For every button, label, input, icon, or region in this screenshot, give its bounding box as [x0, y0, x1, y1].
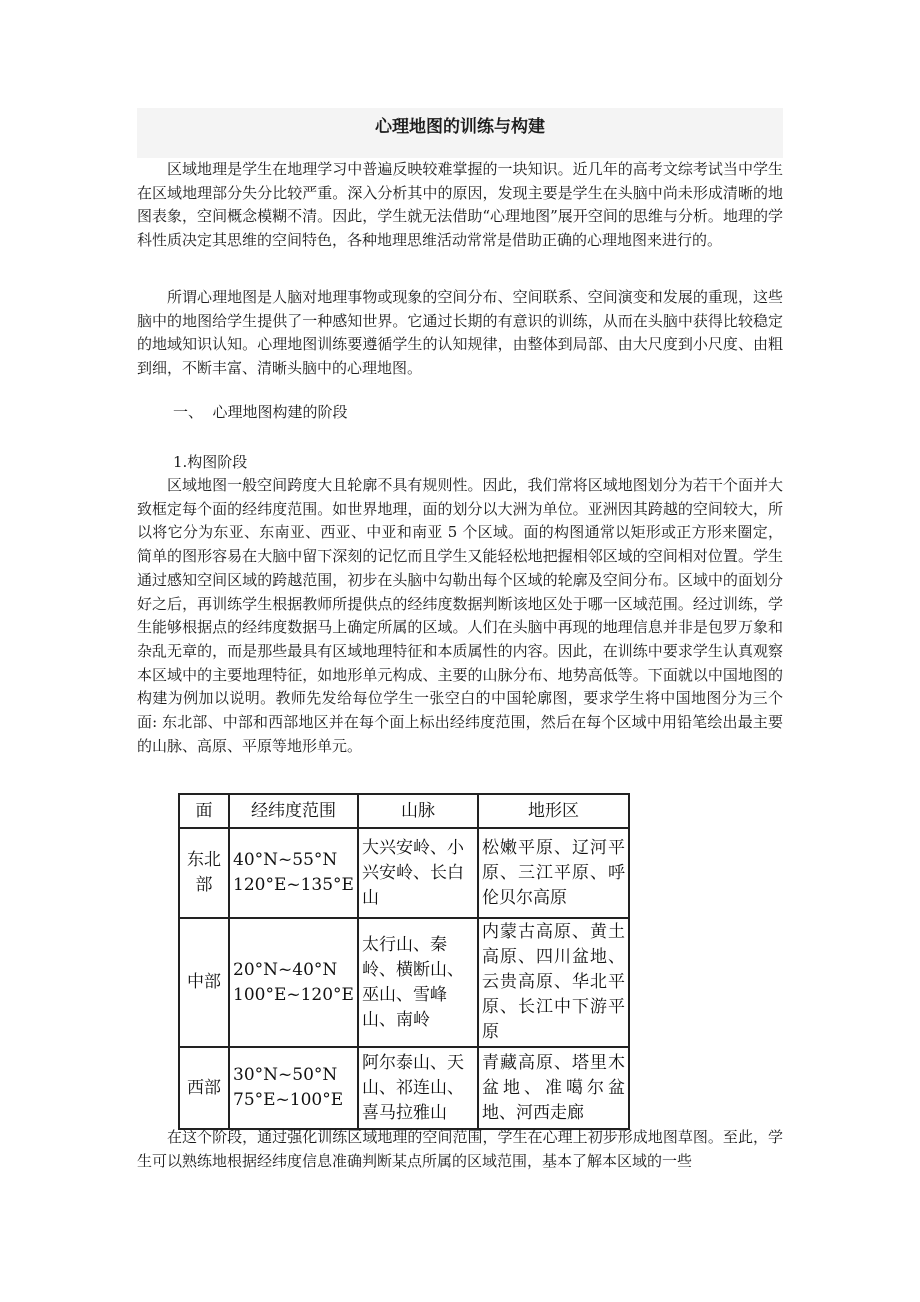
- paragraph-text: 在这个阶段，通过强化训练区域地理的空间范围，学生在心理上初步形成地图草图。至此，学生可以熟练地根据经纬度信息准确判断某点所属的区域范围，基本了解本区域的一些: [137, 1128, 783, 1170]
- header-terrain: 地形区: [478, 794, 629, 828]
- mountains-cell: 大兴安岭、小兴安岭、长白山: [358, 828, 478, 918]
- stage-paragraph: [137, 474, 783, 758]
- section-heading: 一、 心理地图构建的阶段: [173, 403, 348, 421]
- mountains-cell: 阿尔泰山、天山、祁连山、喜马拉雅山: [358, 1047, 478, 1129]
- table-row: [179, 828, 629, 918]
- paragraph-text: 区域地理是学生在地理学习中普遍反映较难掌握的一块知识。近几年的高考文综考试当中学生在区域地理部分失分比较严重。深入分析其中的原因，发现主要是学生在头脑中尚未形成清晰的地图表象，空间概念模糊不清。因此，学生就无法借助“心理地图”展开空间的思维与分析。地理的学科性质决定其思维的空间特色，各种地理思维活动常常是借助正确的心理地图来进行的。: [137, 160, 783, 250]
- terrain-cell: 青藏高原、塔里木盆地、准噶尔盆地、河西走廊: [478, 1047, 629, 1129]
- longitude-range: 100°E~120°E: [233, 984, 354, 1005]
- face-cell: 中部: [179, 918, 229, 1047]
- table-row: [179, 918, 629, 1047]
- subsection-heading: 1.构图阶段: [173, 453, 248, 471]
- after-table-paragraph: [137, 1126, 783, 1173]
- paragraph-text: 区域地图一般空间跨度大且轮廓不具有规则性。因此，我们常将区域地图划分为若干个面并大致框定每个面的经纬度范围。如世界地理，面的划分以大洲为单位。亚洲因其跨越的空间较大，所以将它分为东亚、东南亚、西亚、中亚和南亚 5 个区域。面的构图通常以矩形或正方形来圈定，简单的图形容易在大脑中留下深刻的记忆而且学生又能轻松地把握相邻区域的空间相对位置。学生通过感知空间区域的跨越范围，初步在头脑中勾勒出每个区域的轮廓及空间分布。区域中的面划分好之后，再训练学生根据教师所提供点的经纬度数据判断该地区处于哪一区域范围。经过训练，学生能够根据点的经纬度数据马上确定所属的区域。人们在头脑中再现的地理信息并非是包罗万象和杂乱无章的，而是那些最具有区域地理特征和本质属性的内容。因此，在训练中要求学生认真观察本区域中的主要地理特征，如地形单元构成、主要的山脉分布、地势高低等。下面就以中国地图的构建为例加以说明。教师先发给每位学生一张空白的中国轮廓图，要求学生将中国地图分为三个面: 东北部、中部和西部地区并在每个面上标出经纬度范围，然后在每个区域中用铅笔绘出最主要的山脉、高原、平原等地形单元。: [137, 476, 783, 755]
- range-cell: [229, 1047, 358, 1129]
- range-cell: [229, 828, 358, 918]
- table-header-row: [179, 794, 629, 828]
- definition-paragraph: [137, 286, 783, 381]
- face-cell: 东北部: [179, 828, 229, 918]
- mountains-cell: 太行山、秦岭、横断山、巫山、雪峰山、南岭: [358, 918, 478, 1047]
- face-cell: 西部: [179, 1047, 229, 1129]
- longitude-range: 120°E~135°E: [233, 875, 354, 895]
- latitude-range: 20°N~40°N: [233, 959, 338, 980]
- terrain-cell: 松嫩平原、辽河平原、三江平原、呼伦贝尔高原: [478, 828, 629, 918]
- header-mountains: 山脉: [358, 794, 478, 828]
- intro-paragraph: [137, 158, 783, 253]
- longitude-range: 75°E~100°E: [233, 1090, 344, 1110]
- range-cell: [229, 918, 358, 1047]
- terrain-cell: 内蒙古高原、黄土高原、四川盆地、云贵高原、华北平原、长江中下游平原: [478, 918, 629, 1047]
- table-row: [179, 1047, 629, 1129]
- page-title: 心理地图的训练与构建: [375, 117, 545, 137]
- latitude-range: 30°N~50°N: [233, 1065, 338, 1085]
- header-face: 面: [179, 794, 229, 828]
- header-range: 经纬度范围: [229, 794, 358, 828]
- latitude-range: 40°N~55°N: [233, 850, 338, 870]
- region-table: [178, 793, 630, 1130]
- paragraph-text: 所谓心理地图是人脑对地理事物或现象的空间分布、空间联系、空间演变和发展的重现，这些脑中的地图给学生提供了一种感知世界。它通过长期的有意识的训练，从而在头脑中获得比较稳定的地域知识认知。心理地图训练要遵循学生的认知规律，由整体到局部、由大尺度到小尺度、由粗到细，不断丰富、清晰头脑中的心理地图。: [137, 288, 783, 378]
